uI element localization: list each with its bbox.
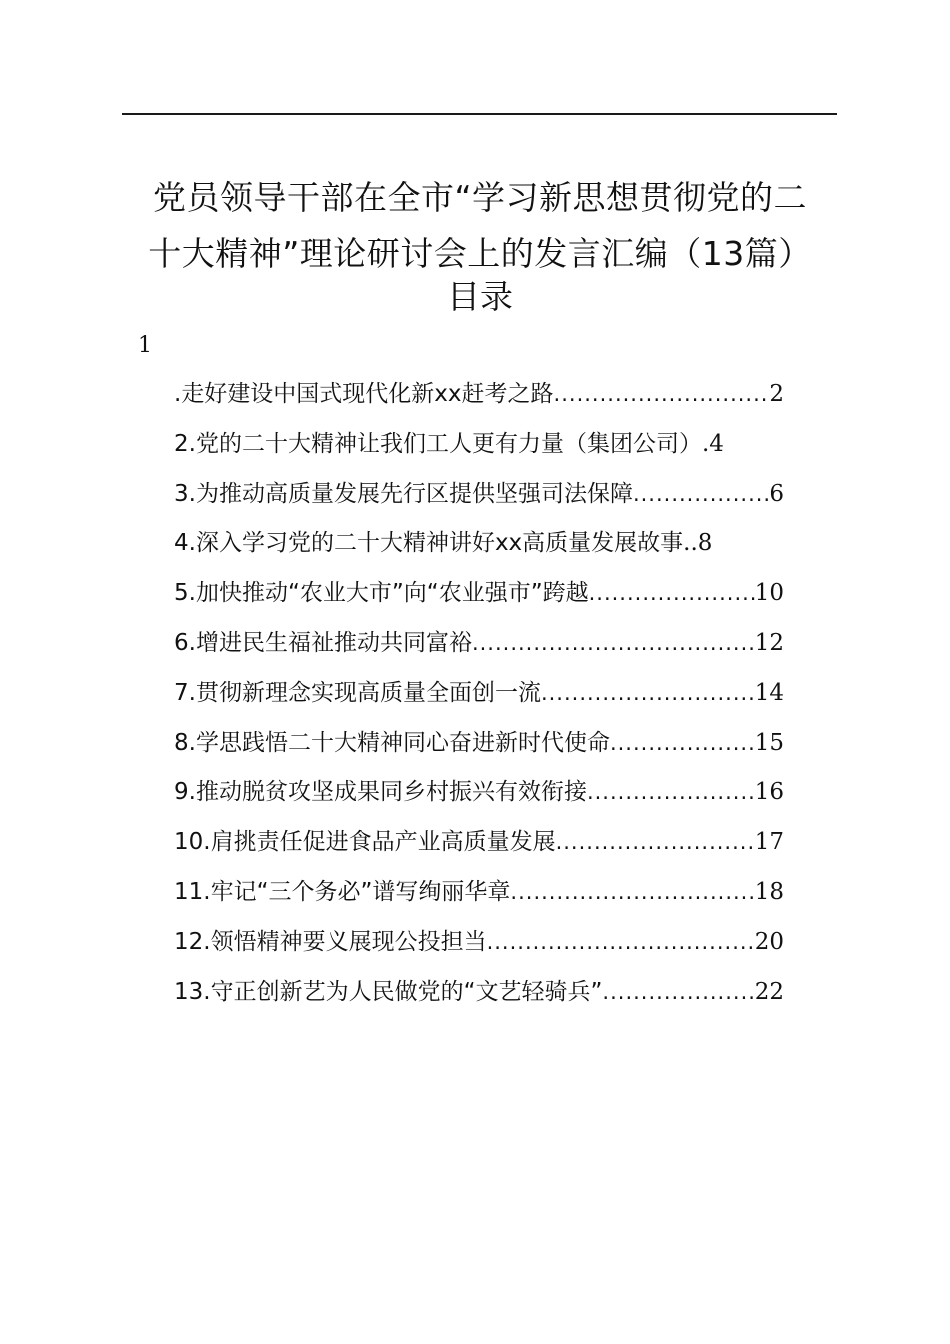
toc-entry-title: 12.领悟精神要义展现公投担当 — [174, 928, 487, 955]
toc-entry-5[interactable] — [174, 571, 784, 621]
document-title — [110, 170, 850, 282]
toc-entry-11[interactable] — [174, 870, 784, 920]
toc-entry-2[interactable] — [174, 422, 784, 472]
toc-entry-title: 4.深入学习党的二十大精神讲好xx高质量发展故事 — [174, 530, 684, 557]
toc-entry-7[interactable] — [174, 671, 784, 721]
toc-entry-page: 18 — [754, 878, 784, 905]
toc-leader-dots — [541, 671, 755, 715]
toc-entry-13[interactable] — [174, 970, 784, 1020]
toc-leader-dots — [554, 372, 770, 416]
toc-leader-dots — [556, 820, 755, 864]
toc-entry-title: .走好建设中国式现代化新xx赶考之路 — [174, 381, 554, 407]
toc-entry-page: 16 — [754, 779, 784, 806]
toc-entry-page: 10 — [754, 580, 784, 607]
toc-entry-title: 3.为推动高质量发展先行区提供坚强司法保障 — [174, 480, 633, 507]
header-rule — [122, 113, 837, 115]
toc-entry-page: 14 — [754, 679, 784, 706]
toc-leader-dots — [610, 721, 755, 765]
toc-entry-page: ..8 — [683, 530, 713, 557]
toc-leader-dots — [487, 920, 755, 964]
toc-entry-1[interactable] — [174, 372, 784, 422]
page-marker: 1 — [138, 333, 152, 358]
toc-entry-6[interactable] — [174, 621, 784, 671]
toc-entry-12[interactable] — [174, 920, 784, 970]
toc-entry-8[interactable] — [174, 721, 784, 771]
toc-entry-9[interactable] — [174, 770, 784, 820]
toc-entry-10[interactable] — [174, 820, 784, 870]
toc-leader-dots — [472, 621, 755, 665]
toc-entry-page: 20 — [754, 928, 784, 955]
toc-entry-page: 12 — [754, 629, 784, 656]
toc-entry-title: 8.学思践悟二十大精神同心奋进新时代使命 — [174, 729, 610, 756]
title-line-2: 十大精神”理论研讨会上的发言汇编（13篇） — [148, 234, 812, 273]
toc-entry-page: 15 — [754, 729, 784, 756]
toc-leader-dots — [587, 770, 755, 814]
toc-entry-page: 2 — [769, 381, 784, 407]
toc-entry-title: 13.守正创新艺为人民做党的“文艺轻骑兵” — [174, 978, 603, 1005]
toc-heading: 目录 — [447, 277, 513, 316]
toc-entry-page: 17 — [754, 829, 784, 856]
toc-entry-title: 6.增进民生福祉推动共同富裕 — [174, 629, 472, 656]
toc-entry-page: 22 — [754, 978, 784, 1005]
title-line-1: 党员领导干部在全市“学习新思想贯彻党的二 — [152, 178, 808, 217]
table-of-contents — [174, 372, 784, 1019]
toc-leader-dots — [589, 571, 755, 615]
toc-entry-title: 11.牢记“三个务必”谱写绚丽华章 — [174, 878, 511, 905]
toc-leader-dots — [602, 970, 754, 1014]
toc-entry-title: 7.贯彻新理念实现高质量全面创一流 — [174, 679, 541, 706]
toc-leader-dots — [510, 870, 754, 914]
toc-entry-title: 5.加快推动“农业大市”向“农业强市”跨越 — [174, 580, 589, 607]
toc-entry-title: 10.肩挑责任促进食品产业高质量发展 — [174, 829, 556, 856]
toc-entry-title: 9.推动脱贫攻坚成果同乡村振兴有效衔接 — [174, 779, 587, 806]
toc-leader-dots — [633, 472, 769, 516]
toc-entry-3[interactable] — [174, 472, 784, 522]
toc-entry-page: 6 — [769, 480, 784, 507]
toc-entry-4[interactable] — [174, 521, 784, 571]
toc-entry-page: .4 — [701, 430, 724, 457]
toc-entry-title: 2.党的二十大精神让我们工人更有力量（集团公司） — [174, 430, 702, 457]
